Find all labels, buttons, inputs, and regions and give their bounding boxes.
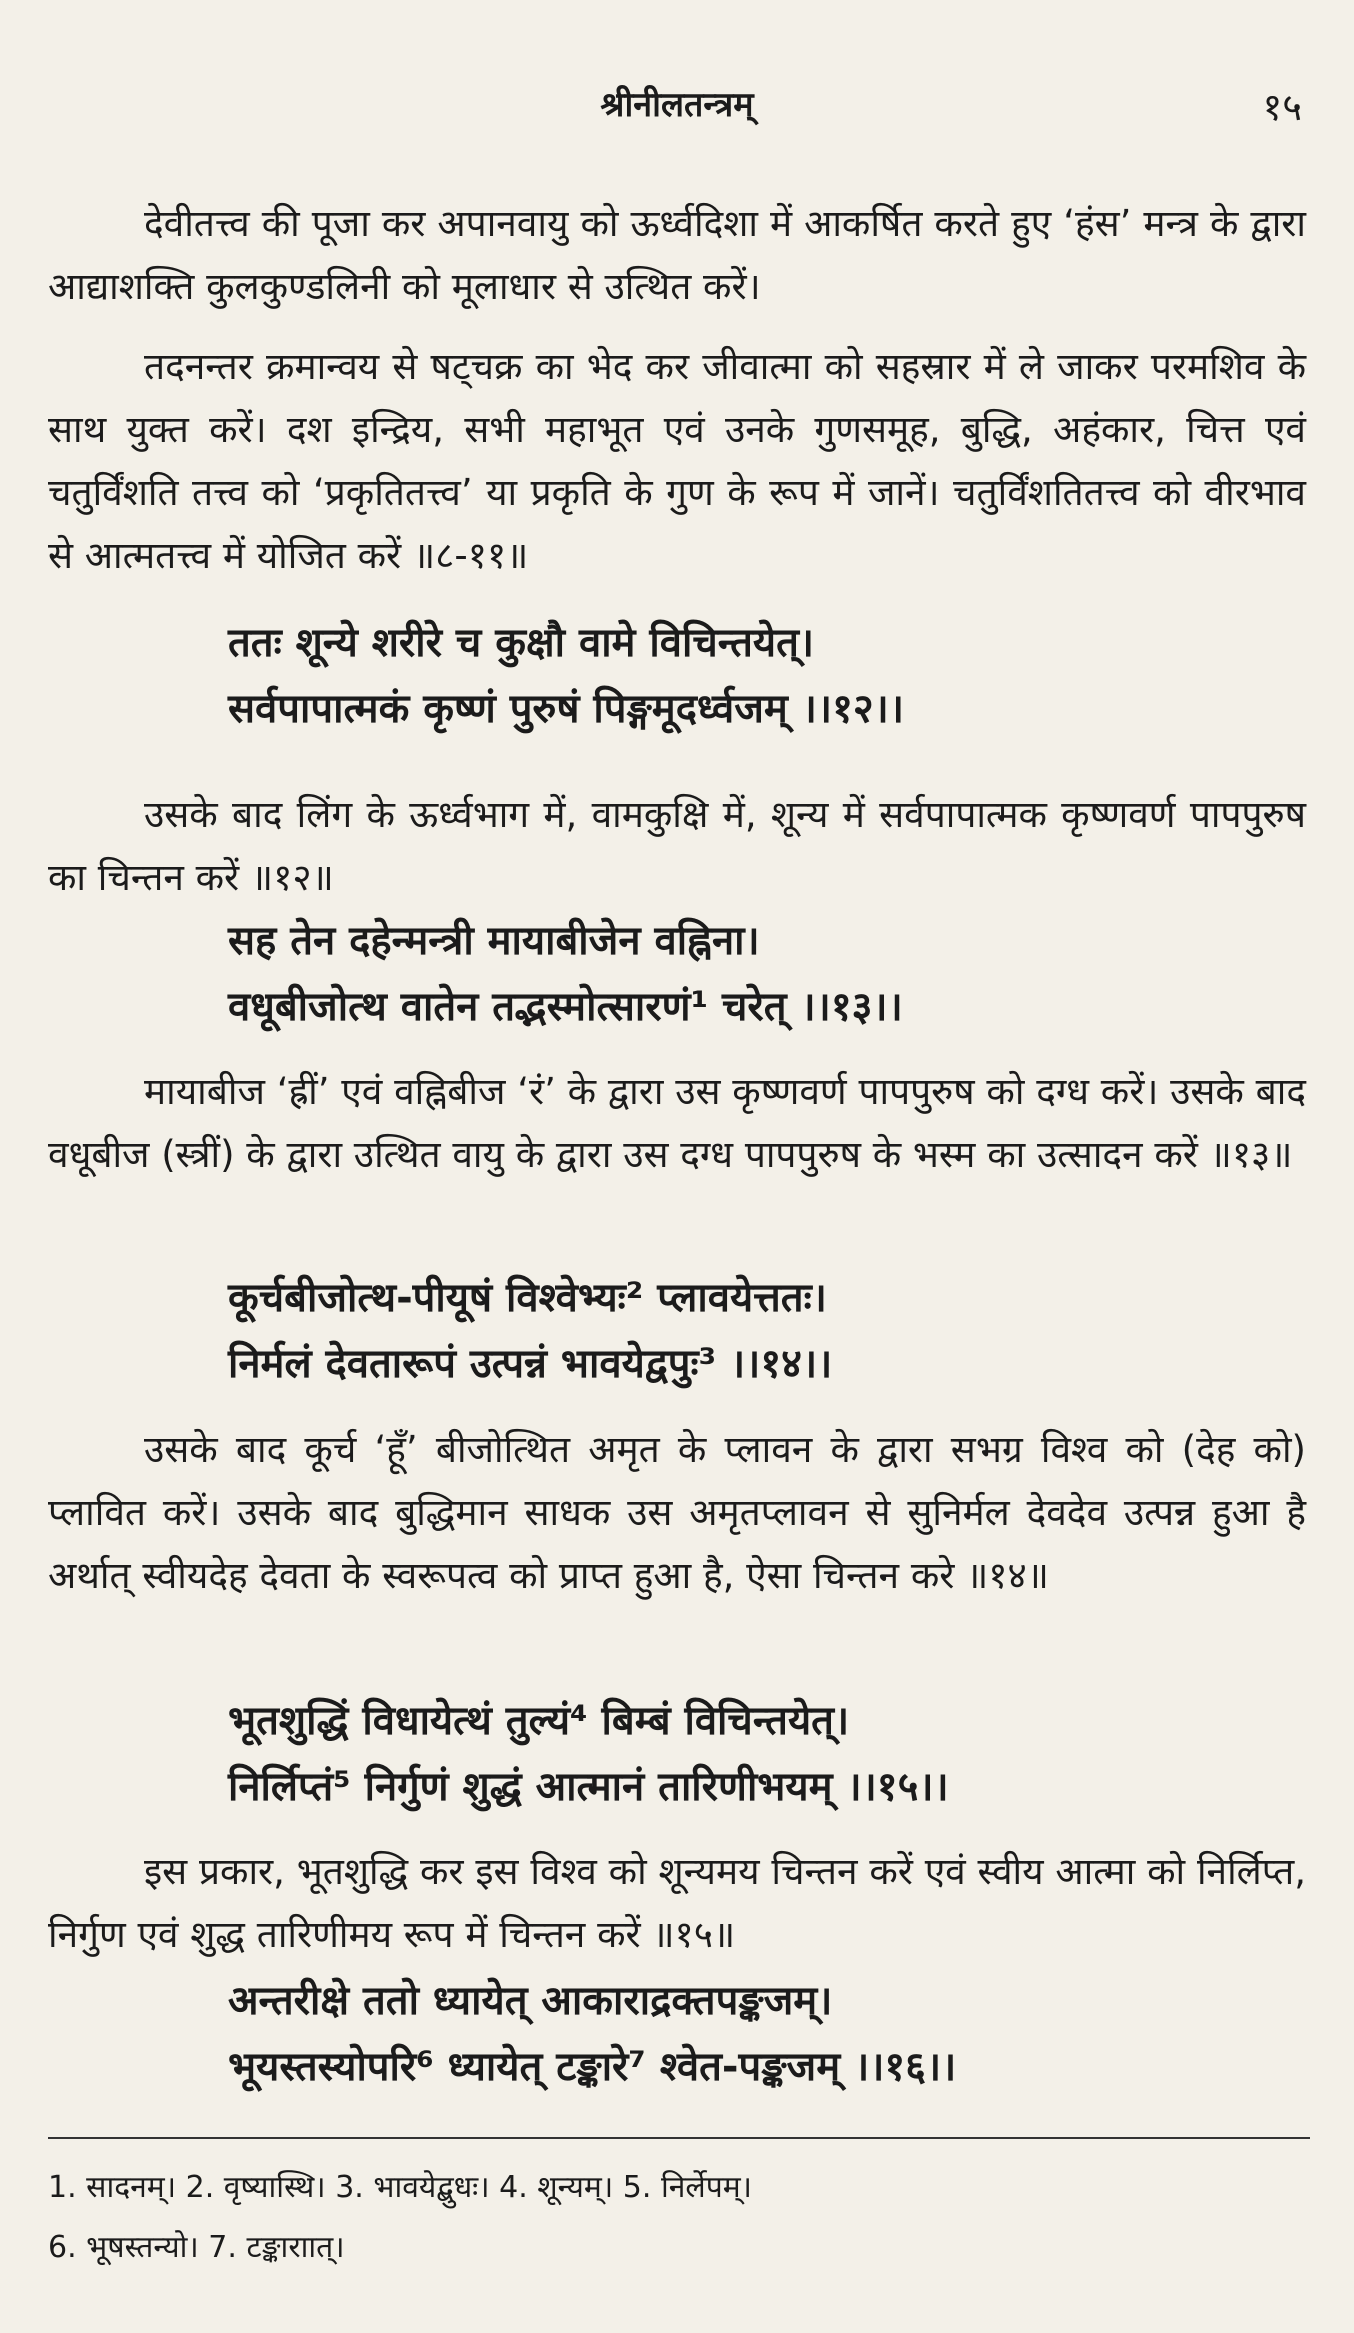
page-header [0, 80, 1354, 140]
verse-line: सर्वपापात्मकं कृष्णं पुरुषं पिङ्गमूदर्ध्वजम् ।।१२।। [228, 686, 904, 732]
verse-line: भूतशुद्धिं विधायेत्थं तुल्यं⁴ बिम्बं विचिन्तयेत्। [228, 1698, 850, 1744]
verse-line: निर्मलं देवतारूपं उत्पन्नं भावयेद्वपुः³ ।।१४।। [228, 1341, 833, 1387]
commentary-paragraph: देवीतत्त्व की पूजा कर अपानवायु को ऊर्ध्वदिशा में आकर्षित करते हुए ‘हंस’ मन्त्र के द्वारा आद्याशक्ति कुलकुण्डलिनी को मूलाधार से उत्थित करें। [48, 202, 1306, 308]
footnote-divider [48, 2137, 1310, 2139]
commentary-paragraph: मायाबीज ‘ह्रीं’ एवं वह्निबीज ‘रं’ के द्वारा उस कृष्णवर्ण पापपुरुष को दग्ध करें। उसके बाद वधूबीज (स्त्रीं) के द्वारा उत्थित वायु के द्वारा उस दग्ध पापपुरुष के भस्म का उत्सादन करें ॥१३॥ [48, 1070, 1306, 1176]
footnote-line: 6. भूषस्तन्यो। 7. टङ्काराात्। [48, 2230, 345, 2265]
commentary-paragraph: उसके बाद लिंग के ऊर्ध्वभाग में, वामकुक्षि में, शून्य में सर्वपापात्मक कृष्णवर्ण पापपुरुष का चिन्तन करें ॥१२॥ [48, 793, 1306, 899]
verse-line: निर्लिप्तं⁵ निर्गुणं शुद्धं आत्मानं तारिणीभयम् ।।१५।। [228, 1764, 949, 1810]
verse-line: सह तेन दहेन्मन्त्री मायाबीजेन वह्निना। [228, 918, 760, 964]
verse-12 [228, 610, 1228, 742]
footnotes [48, 2158, 1310, 2278]
running-title: श्रीनीलतन्त्रम् [600, 85, 754, 125]
footnote-line: 1. सादनम्। 2. वृष्यास्थि। 3. भावयेद्बुधः। 4. शून्यम्। 5. निर्लेपम्। [48, 2170, 753, 2205]
commentary-paragraph: इस प्रकार, भूतशुद्धि कर इस विश्व को शून्यमय चिन्तन करें एवं स्वीय आत्मा को निर्लिप्त, निर्गुण एवं शुद्ध तारिणीमय रूप में चिन्तन करें ॥१५॥ [48, 1850, 1306, 1956]
page-number: १५ [1262, 85, 1302, 129]
verse-line: भूयस्तस्योपरि⁶ ध्यायेत् टङ्कारे⁷ श्वेत-पङ्कजम् ।।१६।। [228, 2044, 957, 2090]
verse-line: वधूबीजोत्थ वातेन तद्भस्मोत्सारणं¹ चरेत् ।।१३।। [228, 984, 903, 1030]
verse-15 [228, 1688, 1228, 1820]
verse-13 [228, 908, 1228, 1040]
verse-line: कूर्चबीजोत्थ-पीयूषं विश्वेभ्यः² प्लावयेत्ततः। [228, 1275, 827, 1321]
verse-line: ततः शून्ये शरीरे च कुक्षौ वामे विचिन्तयेत्। [228, 620, 815, 666]
commentary-paragraph: तदनन्तर क्रमान्वय से षट्चक्र का भेद कर जीवात्मा को सहस्रार में ले जाकर परमशिव के साथ युक्त करें। दश इन्द्रिय, सभी महाभूत एवं उनके गुणसमूह, बुद्धि, अहंकार, चित्त एवं चतुर्विंशति तत्त्व को ‘प्रकृतितत्त्व’ या प्रकृति के गुण के रूप में जानें। चतुर्विंशतितत्त्व को वीरभाव से आत्मतत्त्व में योजित करें ॥८-११॥ [48, 345, 1306, 577]
verse-line: अन्तरीक्षे ततो ध्यायेत् आकाराद्रक्तपङ्कजम्। [228, 1978, 833, 2024]
verse-16 [228, 1968, 1228, 2100]
verse-14 [228, 1265, 1228, 1397]
commentary-paragraph: उसके बाद कूर्च ‘हूँ’ बीजोत्थित अमृत के प्लावन के द्वारा सभग्र विश्व को (देह को) प्लावित करें। उसके बाद बुद्धिमान साधक उस अमृतप्लावन से सुनिर्मल देवदेव उत्पन्न हुआ है अर्थात् स्वीयदेह देवता के स्वरूपत्व को प्राप्त हुआ है, ऐसा चिन्तन करे ॥१४॥ [48, 1428, 1306, 1597]
